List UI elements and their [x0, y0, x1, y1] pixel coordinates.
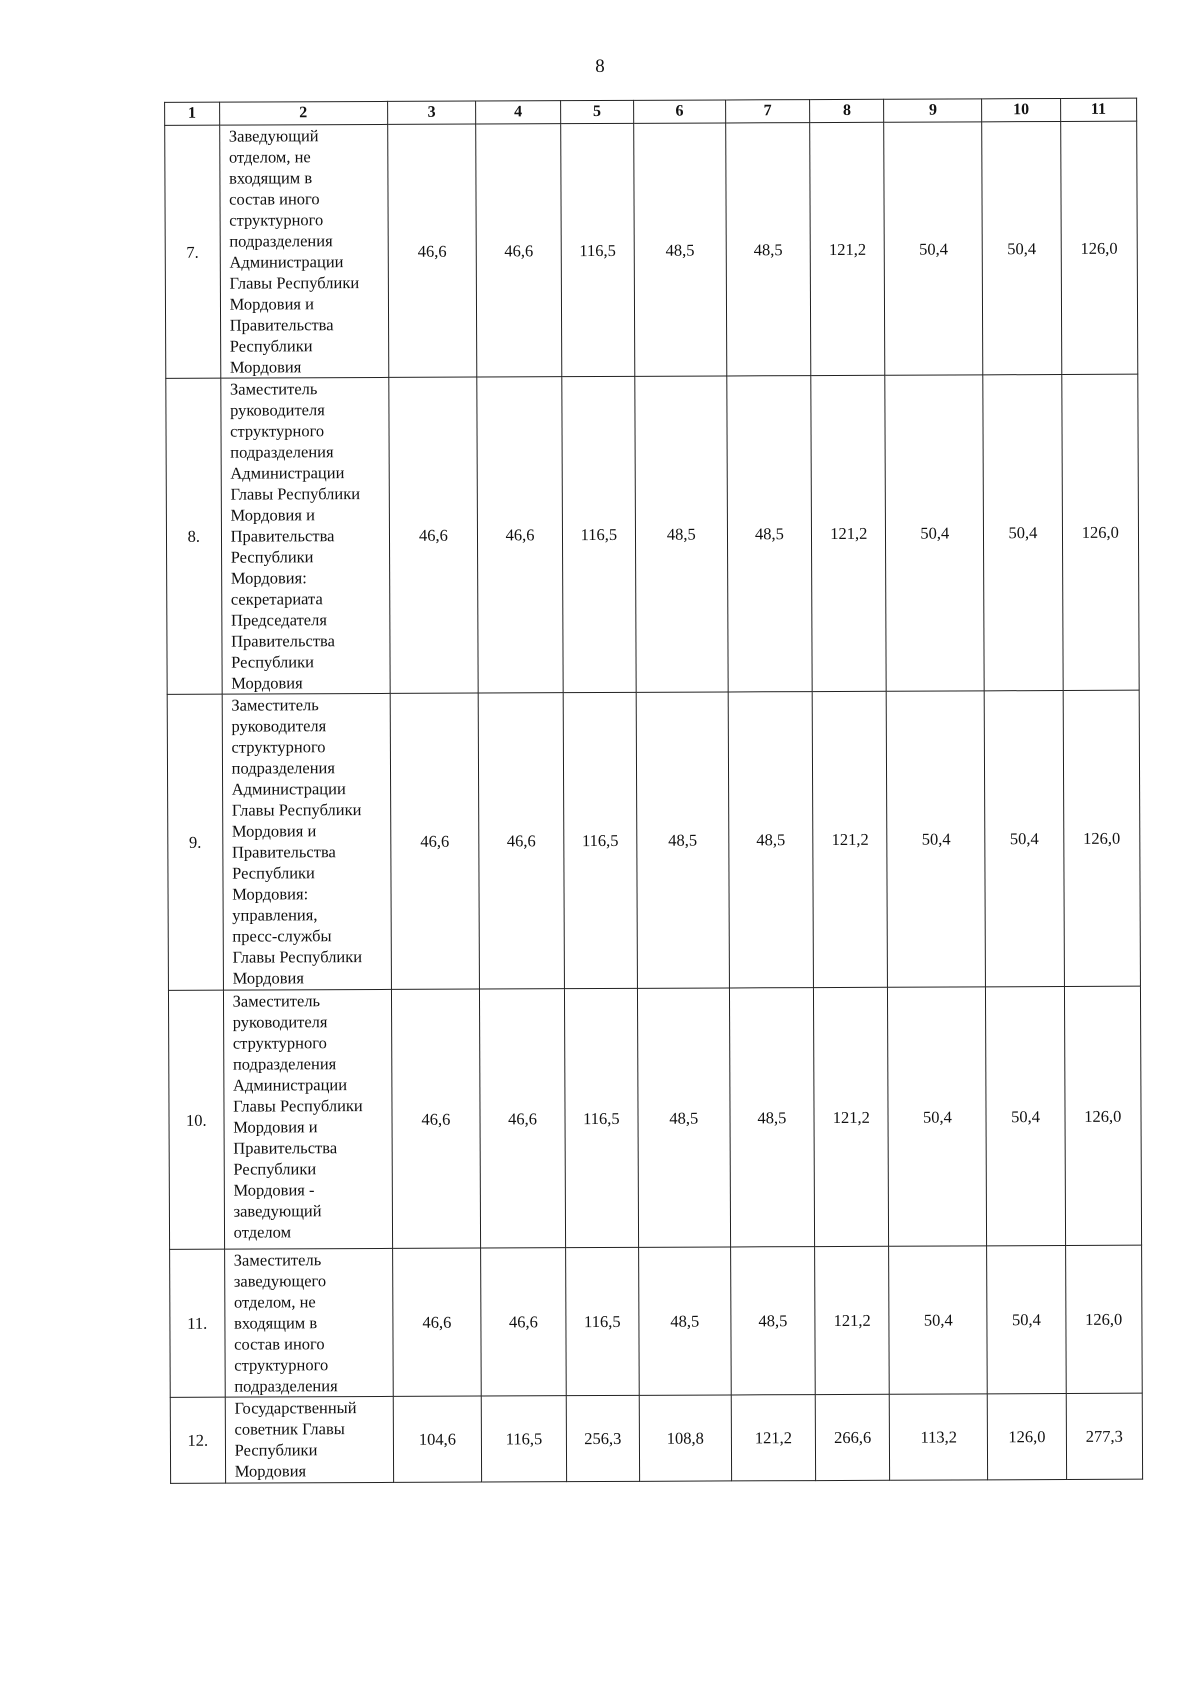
value-col-9: 50,4	[887, 691, 986, 987]
value-col-11: 126,0	[1063, 690, 1141, 986]
value-col-11: 126,0	[1064, 986, 1141, 1245]
position-title-line: Мордовия и	[233, 1117, 318, 1137]
position-title-line: советник Главы	[234, 1419, 345, 1439]
position-title-line: Правительства	[229, 315, 334, 335]
position-title-line: входящим в	[229, 168, 313, 188]
position-title-line: руководителя	[232, 1012, 328, 1032]
position-title-line: Администрации	[229, 252, 344, 272]
position-title-line: Заведующий	[228, 126, 319, 146]
value-col-4: 46,6	[480, 989, 566, 1248]
column-header-7: 7	[725, 100, 810, 123]
column-header-11: 11	[1060, 98, 1136, 121]
value-col-4: 46,6	[481, 1248, 566, 1396]
position-title	[219, 124, 388, 378]
value-col-3: 46,6	[391, 989, 481, 1248]
value-col-5: 116,5	[563, 692, 637, 988]
column-header-9: 9	[884, 99, 982, 122]
value-col-6: 48,5	[636, 692, 729, 988]
value-col-9: 50,4	[889, 1246, 988, 1394]
column-header-6: 6	[634, 100, 726, 123]
row-number: 10.	[168, 990, 224, 1249]
position-title-line: Правительства	[231, 631, 335, 651]
position-title-line: Мордовия -	[233, 1180, 315, 1200]
position-title-line: Главы Республики	[230, 484, 361, 504]
position-title-line: структурного	[229, 210, 324, 230]
value-col-6: 108,8	[639, 1395, 731, 1481]
position-title	[222, 693, 391, 990]
row-number: 12.	[170, 1397, 225, 1483]
table-row	[166, 374, 1139, 694]
value-col-7: 48,5	[726, 376, 812, 692]
position-title-line: состав иного	[234, 1334, 325, 1354]
value-col-8: 121,2	[811, 375, 887, 691]
column-header-10: 10	[982, 98, 1060, 121]
position-title-line: заведующего	[233, 1271, 327, 1291]
position-title	[224, 1248, 393, 1397]
value-col-5: 116,5	[560, 123, 634, 376]
column-header-8: 8	[810, 99, 884, 122]
column-header-5: 5	[560, 100, 633, 123]
table-row	[165, 121, 1138, 378]
position-title-line: отделом, не	[233, 1292, 316, 1312]
position-title-line: Мордовия:	[230, 568, 307, 588]
table-row	[167, 690, 1140, 990]
value-col-8: 121,2	[812, 691, 887, 987]
position-title-line: Главы Республики	[229, 273, 360, 293]
value-col-10: 50,4	[983, 374, 1063, 690]
value-col-5: 116,5	[565, 1247, 639, 1395]
position-title-line: структурного	[234, 1355, 329, 1375]
value-col-9: 50,4	[885, 375, 984, 691]
position-title-line: Председателя	[230, 610, 327, 630]
position-title-line: Заместитель	[231, 695, 319, 715]
value-col-7: 48,5	[730, 1247, 815, 1395]
position-title-line: Заместитель	[233, 1250, 322, 1270]
value-col-9: 50,4	[888, 987, 987, 1246]
table-body	[165, 121, 1143, 1483]
position-title-line: руководителя	[230, 400, 325, 420]
row-number: 7.	[165, 125, 221, 378]
salary-table	[164, 98, 1143, 1484]
value-col-11: 126,0	[1060, 121, 1137, 374]
position-title-line: Республики	[230, 547, 314, 567]
position-title-line: Мордовия	[234, 1461, 307, 1481]
position-title-line: структурного	[231, 737, 326, 757]
column-header-3: 3	[387, 101, 476, 124]
position-title-line: Администрации	[232, 1075, 348, 1095]
position-title-line: отделом	[233, 1222, 292, 1242]
position-title-line: подразделения	[229, 231, 333, 251]
position-title-line: Заместитель	[229, 379, 318, 399]
position-title-line: Республики	[233, 1159, 317, 1179]
position-title-line: структурного	[232, 1033, 327, 1053]
row-number: 9.	[167, 694, 223, 990]
value-col-11: 126,0	[1061, 374, 1139, 690]
value-col-8: 266,6	[815, 1394, 890, 1480]
position-title-line: секретариата	[230, 589, 323, 609]
position-title-line: Мордовия	[229, 357, 302, 377]
position-title-line: Главы Республики	[231, 800, 362, 820]
position-title-line: Государственный	[234, 1398, 357, 1418]
position-title-line: Мордовия и	[229, 294, 314, 314]
position-title-line: Правительства	[230, 526, 335, 546]
table-row	[170, 1393, 1142, 1483]
value-col-7: 48,5	[729, 988, 815, 1247]
position-title-line: Администрации	[231, 779, 346, 799]
value-col-11: 126,0	[1065, 1245, 1142, 1393]
position-title-line: подразделения	[230, 442, 334, 462]
position-title-line: Республики	[229, 336, 313, 356]
value-col-6: 48,5	[635, 376, 728, 692]
position-title-line: Правительства	[233, 1138, 338, 1158]
value-col-3: 46,6	[392, 1248, 481, 1396]
value-col-5: 256,3	[566, 1395, 640, 1481]
column-header-4: 4	[476, 101, 561, 124]
position-title	[223, 989, 392, 1249]
value-col-3: 104,6	[393, 1396, 482, 1482]
value-col-5: 116,5	[564, 988, 638, 1247]
position-title-line: Администрации	[230, 463, 345, 483]
position-title-line: входящим в	[234, 1313, 318, 1333]
position-title-line: Мордовия	[231, 673, 303, 693]
value-col-4: 46,6	[476, 124, 562, 377]
value-col-8: 121,2	[814, 987, 889, 1246]
position-title-line: отделом, не	[228, 147, 311, 167]
position-title-line: Правительства	[231, 842, 336, 862]
position-title-line: управления,	[232, 905, 318, 925]
position-title-line: подразделения	[234, 1376, 338, 1396]
position-title-line: руководителя	[231, 716, 327, 736]
position-title-line: Мордовия и	[231, 821, 317, 841]
value-col-11: 277,3	[1066, 1393, 1143, 1479]
position-title-line: Главы Республики	[233, 1096, 363, 1116]
position-title-line: Республики	[231, 652, 314, 672]
value-col-3: 46,6	[387, 124, 477, 377]
position-title-line: пресс-службы	[232, 926, 332, 946]
position-title-line: подразделения	[232, 1054, 337, 1074]
value-col-6: 48,5	[637, 988, 730, 1247]
value-col-8: 121,2	[815, 1246, 890, 1394]
value-col-4: 116,5	[482, 1396, 567, 1482]
value-col-6: 48,5	[634, 123, 727, 376]
value-col-10: 50,4	[984, 690, 1064, 986]
value-col-10: 50,4	[987, 1245, 1066, 1393]
row-number: 11.	[170, 1249, 225, 1397]
position-title-line: структурного	[230, 421, 325, 441]
position-title-line: заведующий	[233, 1201, 322, 1221]
value-col-10: 50,4	[982, 121, 1061, 374]
value-col-4: 46,6	[477, 377, 563, 693]
position-title-line: состав иного	[229, 189, 320, 209]
value-col-3: 46,6	[388, 377, 478, 693]
page-number: 8	[595, 55, 605, 78]
row-number: 8.	[166, 378, 222, 694]
value-col-9: 50,4	[884, 122, 983, 375]
position-title-line: Мордовия:	[232, 884, 309, 904]
value-col-8: 121,2	[810, 122, 885, 375]
value-col-9: 113,2	[890, 1394, 988, 1480]
value-col-10: 50,4	[986, 986, 1065, 1245]
position-title-line: Республики	[234, 1440, 318, 1460]
position-title-line: Республики	[232, 863, 315, 883]
position-title-line: Мордовия и	[230, 505, 315, 525]
value-col-3: 46,6	[390, 693, 480, 989]
table-row	[170, 1245, 1143, 1397]
value-col-7: 48,5	[728, 692, 814, 988]
position-title-line: подразделения	[231, 758, 335, 778]
value-col-5: 116,5	[562, 376, 637, 692]
table-row	[168, 986, 1141, 1249]
position-title-line: Главы Республики	[232, 947, 363, 967]
value-col-10: 126,0	[988, 1393, 1067, 1479]
position-title-line: Мордовия	[232, 968, 304, 988]
position-title	[220, 377, 389, 694]
column-header-2: 2	[219, 101, 387, 125]
value-col-6: 48,5	[639, 1247, 731, 1395]
position-title	[225, 1396, 393, 1483]
value-col-7: 48,5	[725, 123, 811, 376]
position-title-line: Заместитель	[232, 991, 321, 1011]
value-col-7: 121,2	[731, 1395, 816, 1481]
value-col-4: 46,6	[478, 693, 564, 989]
column-header-1: 1	[165, 102, 220, 125]
